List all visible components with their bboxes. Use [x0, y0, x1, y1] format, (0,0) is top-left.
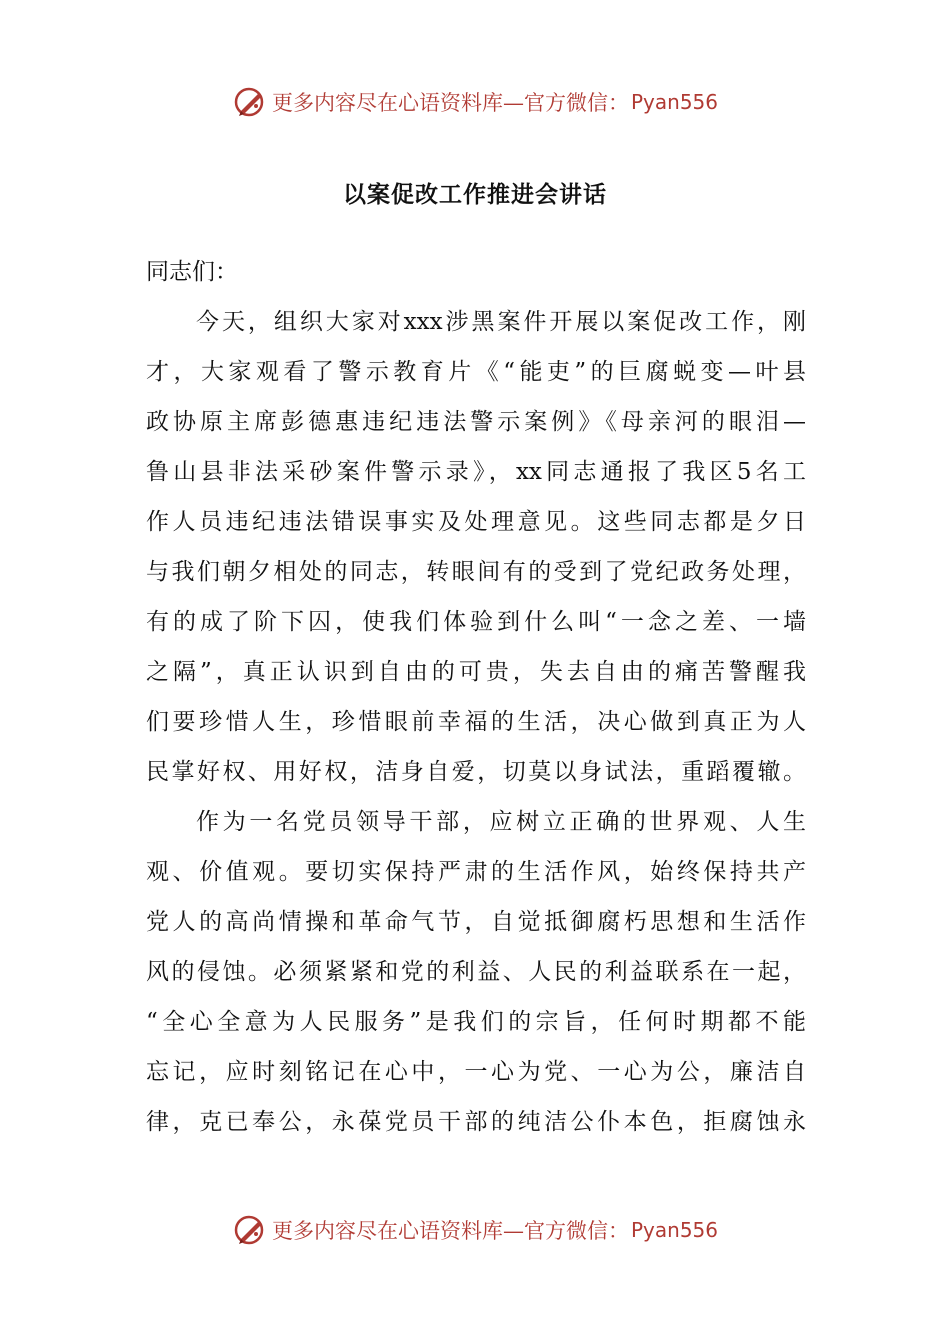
paragraph-line: 忘记，应时刻铭记在心中，一心为党、一心为公，廉洁自: [146, 1059, 806, 1085]
paragraph-line: 有的成了阶下囚，使我们体验到什么叫“一念之差、一墙: [146, 609, 806, 635]
pen-logo-icon: [232, 84, 268, 120]
paragraph-line: 政协原主席彭德惠违纪违法警示案例》《母亲河的眼泪—: [146, 409, 806, 435]
paragraph-line: 与我们朝夕相处的同志，转眼间有的受到了党纪政务处理，: [146, 559, 806, 585]
paragraph-line: 今天，组织大家对xxx涉黑案件开展以案促改工作，刚: [196, 309, 806, 335]
watermark-wechat-id: Pyan556: [630, 90, 718, 114]
paragraph-line: 民掌好权、用好权，洁身自爱，切莫以身试法，重蹈覆辙。: [146, 759, 806, 785]
pen-logo-icon: [232, 1212, 268, 1248]
watermark-footer: [0, 1208, 950, 1252]
watermark-header: [0, 80, 950, 124]
paragraph-line: 作为一名党员领导干部，应树立正确的世界观、人生: [196, 809, 806, 835]
paragraph-line: 党人的高尚情操和革命气节，自觉抵御腐朽思想和生活作: [146, 909, 806, 935]
watermark-text: 更多内容尽在心语资料库—官方微信：: [271, 1219, 629, 1243]
paragraph-line: 律，克已奉公，永葆党员干部的纯洁公仆本色，拒腐蚀永: [146, 1109, 806, 1135]
paragraph-line: 之隔”，真正认识到自由的可贵，失去自由的痛苦警醒我: [146, 659, 806, 685]
document-title: 以案促改工作推进会讲话: [343, 182, 607, 208]
paragraph-line: 作人员违纪违法错误事实及处理意见。这些同志都是夕日: [146, 509, 806, 535]
paragraph-line: 才，大家观看了警示教育片《“能吏”的巨腐蜕变—叶县: [146, 359, 806, 385]
document-body: [146, 250, 806, 1150]
paragraph-line: 风的侵蚀。必须紧紧和党的利益、人民的利益联系在一起，: [146, 959, 806, 985]
paragraph-line: 鲁山县非法采砂案件警示录》，xx同志通报了我区5名工: [146, 459, 806, 485]
paragraph-line: “全心全意为人民服务”是我们的宗旨，任何时期都不能: [146, 1009, 806, 1035]
salutation-line: 同志们：: [146, 259, 238, 285]
watermark-text: 更多内容尽在心语资料库—官方微信：: [271, 91, 629, 115]
paragraph-line: 们要珍惜人生，珍惜眼前幸福的生活，决心做到真正为人: [146, 709, 806, 735]
watermark-wechat-id: Pyan556: [630, 1218, 718, 1242]
paragraph-line: 观、价值观。要切实保持严肃的生活作风，始终保持共产: [146, 859, 806, 885]
